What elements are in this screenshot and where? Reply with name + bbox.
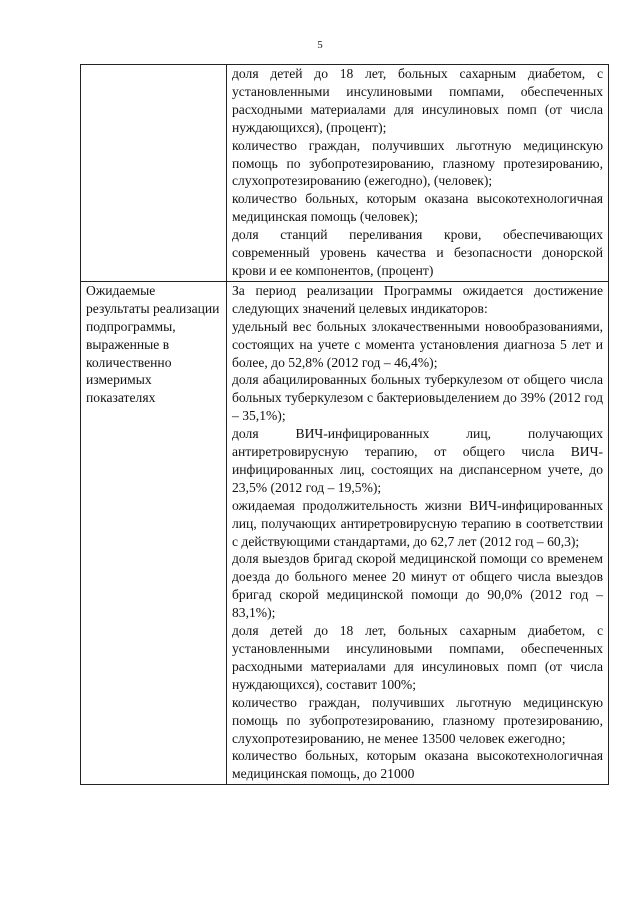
table-row bbox=[81, 65, 609, 282]
page-number: 5 bbox=[317, 39, 323, 51]
indicators-table bbox=[80, 64, 609, 785]
indicator-item: доля станций переливания крови, обеспечивающих современный уровень качества и безопасности донорской крови и ее компонентов, (процент) bbox=[232, 227, 603, 278]
row-content-cell bbox=[227, 65, 609, 282]
indicator-item: количество больных, которым оказана высокотехнологичная медицинская помощь (человек); bbox=[232, 191, 603, 225]
indicator-item: доля ВИЧ-инфицированных лиц, получающих антиретровирусную терапию, от общего числа ВИЧ-инфицированных лиц, состоящих на диспансерном учете, до 23,5% (2012 год – 19,5%); bbox=[232, 426, 603, 495]
indicator-item: доля абацилированных больных туберкулезом от общего числа больных туберкулезом с бактериовыделением до 39% (2012 год – 35,1%); bbox=[232, 372, 603, 424]
row-content-cell bbox=[227, 281, 609, 784]
indicator-item: доля детей до 18 лет, больных сахарным диабетом, с установленными инсулиновыми помпами, обеспеченных расходными материалами для инсулиновых помп (от числа нуждающихся), (процент); bbox=[232, 66, 603, 135]
indicator-item: ожидаемая продолжительность жизни ВИЧ-инфицированных лиц, получающих антиретровирусную терапию в соответствии с действующими стандартами, до 62,7 лет (2012 год – 60,3); bbox=[232, 497, 603, 549]
indicator-item: количество граждан, получивших льготную медицинскую помощь по зубопротезированию, глазному протезированию, слухопротезированию (ежегодно), (человек); bbox=[232, 137, 603, 189]
indicator-intro: За период реализации Программы ожидается достижение следующих значений целевых индикаторов: bbox=[232, 282, 603, 316]
indicator-item: количество граждан, получивших льготную медицинскую помощь по зубопротезированию, глазному протезированию, слухопротезированию, не менее 13500 человек ежегодно; bbox=[232, 694, 603, 746]
indicator-item: количество больных, которым оказана высокотехнологичная медицинская помощь, до 21000 bbox=[232, 748, 603, 782]
indicator-item: удельный вес больных злокачественными новообразованиями, состоящих на учете с момента установления диагноза 5 лет и более, до 52,8% (2012 год – 46,4%); bbox=[232, 318, 603, 370]
table-row bbox=[81, 281, 609, 784]
row-label-cell bbox=[81, 65, 227, 282]
row-label-cell: Ожидаемые результаты реализации подпрограммы, выраженные в количественно измеримых показателях bbox=[81, 281, 227, 784]
indicator-item: доля детей до 18 лет, больных сахарным диабетом, с установленными инсулиновыми помпами, обеспеченных расходными материалами для инсулиновых помп (от числа нуждающихся), составит 100%; bbox=[232, 623, 603, 692]
indicator-item: доля выездов бригад скорой медицинской помощи со временем доезда до больного менее 20 минут от общего числа выездов бригад скорой медицинской помощи до 90,0% (2012 год – 83,1%); bbox=[232, 551, 603, 621]
